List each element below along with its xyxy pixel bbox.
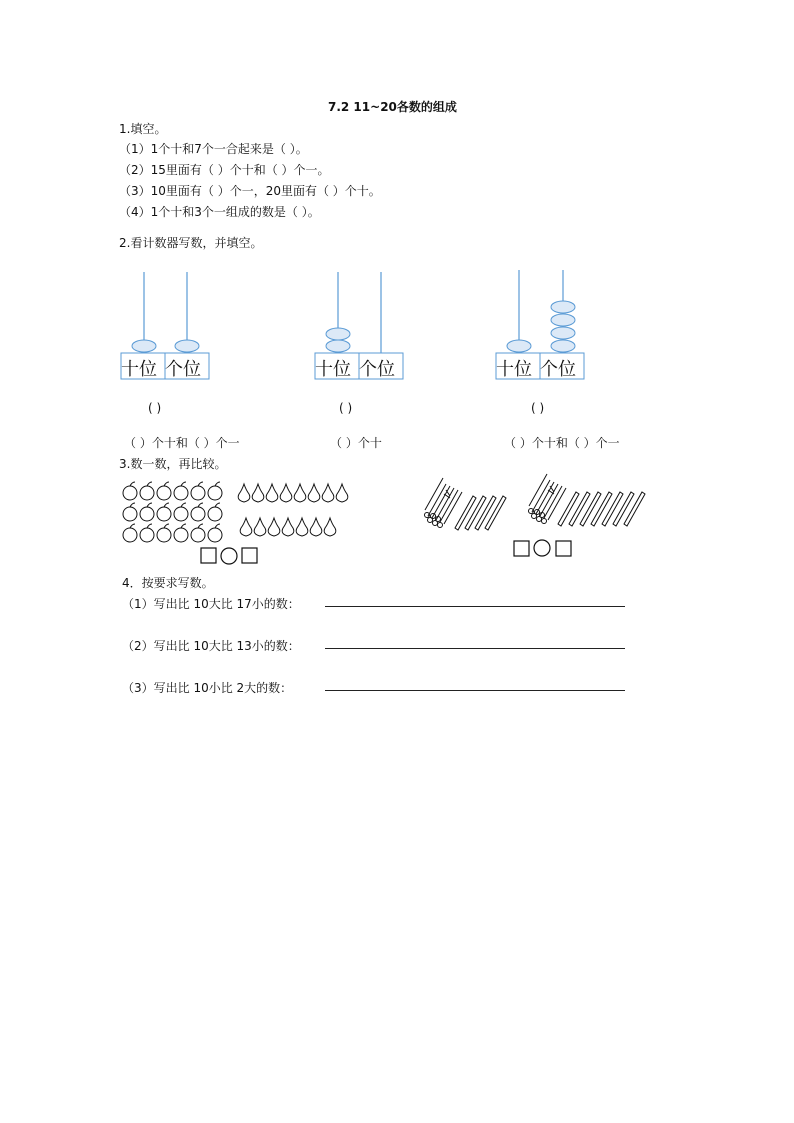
abacus-1-ones-label: 个位 bbox=[165, 359, 201, 380]
pear-icon bbox=[296, 518, 308, 536]
abacus-3-ones-bead bbox=[551, 301, 575, 313]
compare-right bbox=[514, 540, 571, 556]
stick-bundle-icon bbox=[425, 478, 463, 528]
compare-left bbox=[201, 548, 257, 564]
abacus-2-tens-label: 十位 bbox=[315, 359, 351, 380]
abacus-3-ones-bead bbox=[551, 327, 575, 339]
q4-answer-line-1[interactable] bbox=[325, 606, 625, 607]
stick-bundle-icon bbox=[529, 474, 567, 524]
apple-icon bbox=[174, 503, 188, 521]
abacus-2-answer-blank[interactable]: ( ) bbox=[339, 401, 353, 415]
abacus-3-ones-label: 个位 bbox=[540, 359, 576, 380]
apple-icon bbox=[174, 524, 188, 542]
apple-icon bbox=[140, 482, 154, 500]
pear-icon bbox=[268, 518, 280, 536]
pear-group bbox=[238, 484, 348, 536]
loose-sticks-right bbox=[558, 492, 645, 526]
q1-item-1: （1）1个十和7个一合起来是（ ）。 bbox=[119, 142, 308, 156]
abacus-1-tens-label: 十位 bbox=[121, 359, 157, 380]
stick-icon bbox=[613, 492, 634, 526]
loose-sticks-left bbox=[455, 496, 506, 530]
q1-item-4: （4）1个十和3个一组成的数是（ ）。 bbox=[119, 205, 320, 219]
abacus-3-fill: （ ）个十和（ ）个一 bbox=[504, 436, 620, 450]
pear-icon bbox=[280, 484, 292, 502]
pear-icon bbox=[254, 518, 266, 536]
abacus-1-answer-blank[interactable]: ( ) bbox=[148, 401, 162, 415]
stick-icon bbox=[591, 492, 612, 526]
apple-icon bbox=[157, 524, 171, 542]
abacus-2-tens-bead bbox=[326, 328, 350, 340]
pear-icon bbox=[308, 484, 320, 502]
abacus-3-tens-bead bbox=[507, 340, 531, 352]
abacus-3-answer-blank[interactable]: ( ) bbox=[531, 401, 545, 415]
pear-icon bbox=[310, 518, 322, 536]
apple-icon bbox=[208, 524, 222, 542]
abacus-1-fill: （ ）个十和（ ）个一 bbox=[124, 436, 240, 450]
apple-icon bbox=[157, 503, 171, 521]
apple-icon bbox=[191, 503, 205, 521]
q4-heading: 4．按要求写数。 bbox=[122, 576, 214, 590]
stick-icon bbox=[455, 496, 476, 530]
answer-box bbox=[556, 541, 571, 556]
pear-icon bbox=[336, 484, 348, 502]
abacus-3-ones-bead bbox=[551, 340, 575, 352]
apple-icon bbox=[174, 482, 188, 500]
q4-item-1: （1）写出比 10大比 17小的数： bbox=[122, 597, 300, 611]
q4-answer-line-3[interactable] bbox=[325, 690, 625, 691]
pear-icon bbox=[252, 484, 264, 502]
apple-group bbox=[123, 482, 222, 542]
abacus-2-ones-label: 个位 bbox=[359, 359, 395, 380]
abacus-3-tens-label: 十位 bbox=[496, 359, 532, 380]
apple-icon bbox=[208, 503, 222, 521]
apple-icon bbox=[140, 524, 154, 542]
apple-icon bbox=[191, 482, 205, 500]
q1-heading: 1.填空。 bbox=[119, 122, 167, 136]
pear-icon bbox=[294, 484, 306, 502]
stick-icon bbox=[624, 492, 645, 526]
apple-icon bbox=[157, 482, 171, 500]
abacus-2-fill: （ ）个十 bbox=[330, 436, 382, 450]
pear-icon bbox=[282, 518, 294, 536]
q1-item-2: （2）15里面有（ ）个十和（ ）个一。 bbox=[119, 163, 330, 177]
apple-icon bbox=[123, 503, 137, 521]
q4-item-2: （2）写出比 10大比 13小的数： bbox=[122, 639, 300, 653]
q1-item-3: （3）10里面有（ ）个一，20里面有（ ）个十。 bbox=[119, 184, 381, 198]
apple-icon bbox=[191, 524, 205, 542]
stick-icon bbox=[475, 496, 496, 530]
abacus-1-tens-bead bbox=[132, 340, 156, 352]
pear-icon bbox=[238, 484, 250, 502]
abacus-3-ones-bead bbox=[551, 314, 575, 326]
apple-icon bbox=[123, 524, 137, 542]
compare-circle bbox=[221, 548, 237, 564]
answer-box bbox=[201, 548, 216, 563]
pear-icon bbox=[322, 484, 334, 502]
pear-icon bbox=[266, 484, 278, 502]
pear-icon bbox=[324, 518, 336, 536]
q2-heading: 2.看计数器写数，并填空。 bbox=[119, 236, 263, 250]
abacus-1-ones-bead bbox=[175, 340, 199, 352]
q3-heading: 3.数一数，再比较。 bbox=[119, 457, 227, 471]
stick-icon bbox=[569, 492, 590, 526]
apple-icon bbox=[123, 482, 137, 500]
answer-box bbox=[514, 541, 529, 556]
apple-icon bbox=[140, 503, 154, 521]
stick-icon bbox=[485, 496, 506, 530]
stick-icon bbox=[580, 492, 601, 526]
page-title: 7.2 11~20各数的组成 bbox=[328, 100, 457, 114]
abacus-2-tens-bead bbox=[326, 340, 350, 352]
apple-icon bbox=[208, 482, 222, 500]
compare-circle bbox=[534, 540, 550, 556]
stick-icon bbox=[465, 496, 486, 530]
stick-icon bbox=[602, 492, 623, 526]
answer-box bbox=[242, 548, 257, 563]
q4-answer-line-2[interactable] bbox=[325, 648, 625, 649]
q4-item-3: （3）写出比 10小比 2大的数： bbox=[122, 681, 293, 695]
pear-icon bbox=[240, 518, 252, 536]
